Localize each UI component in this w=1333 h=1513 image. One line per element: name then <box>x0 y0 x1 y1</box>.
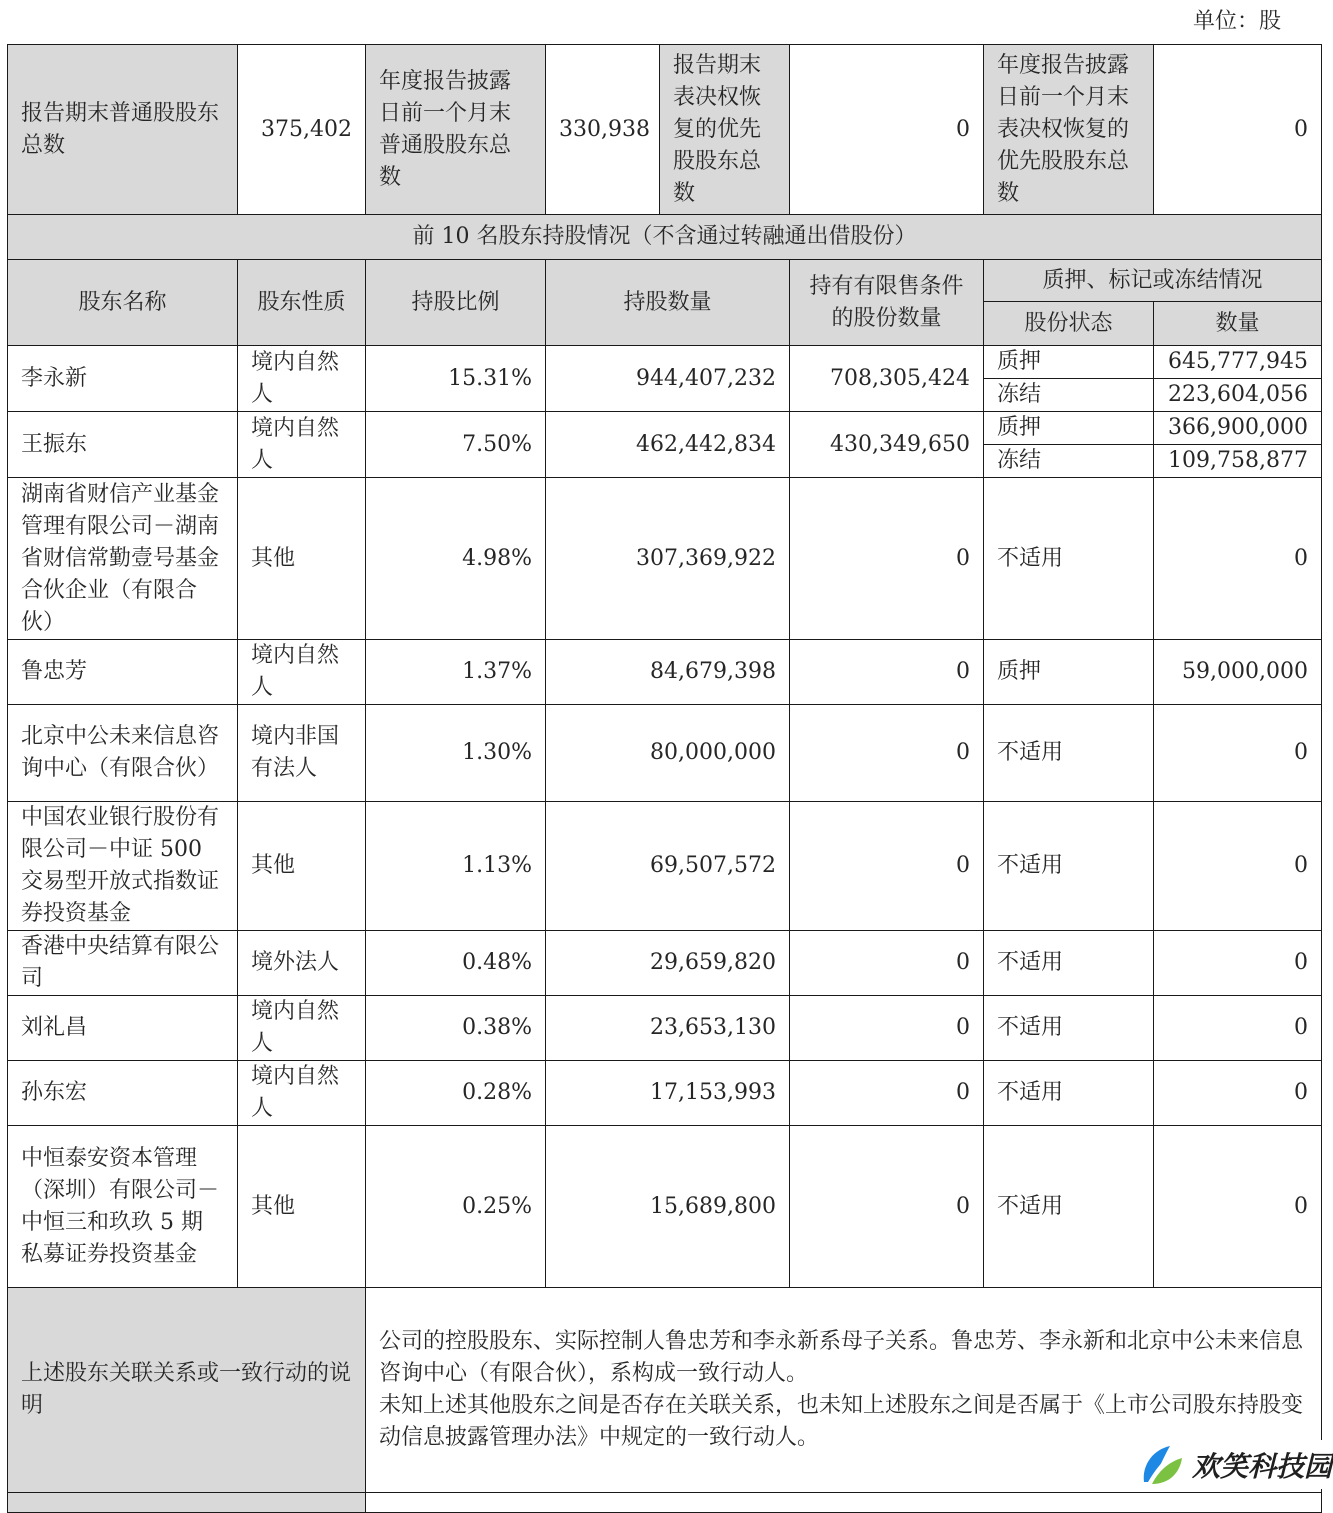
leaf-logo-icon <box>1138 1442 1188 1488</box>
holder-shares: 17,153,993 <box>546 1061 790 1126</box>
holder-nature: 境内自然人 <box>238 1061 366 1126</box>
preferred-restored-value: 0 <box>790 45 984 215</box>
holder-restricted: 0 <box>790 1061 984 1126</box>
holder-shares: 69,507,572 <box>546 802 790 931</box>
pledge-status: 不适用 <box>984 802 1154 931</box>
holder-ratio: 1.13% <box>366 802 546 931</box>
holder-restricted: 0 <box>790 640 984 705</box>
holder-ratio: 15.31% <box>366 346 546 412</box>
prior-month-preferred-value: 0 <box>1154 45 1322 215</box>
table-row <box>8 1061 1322 1126</box>
pledge-amount: 59,000,000 <box>1154 640 1322 705</box>
pledge-amount: 366,900,000 <box>1154 412 1322 445</box>
holder-name: 孙东宏 <box>8 1061 238 1126</box>
common-holders-label: 报告期末普通股股东总数 <box>8 45 238 215</box>
holder-name: 李永新 <box>8 346 238 412</box>
holder-shares: 23,653,130 <box>546 996 790 1061</box>
holder-shares: 84,679,398 <box>546 640 790 705</box>
header-pledge-group: 质押、标记或冻结情况 <box>984 260 1322 302</box>
table-row <box>8 802 1322 931</box>
holder-shares: 944,407,232 <box>546 346 790 412</box>
holder-nature: 其他 <box>238 478 366 640</box>
holder-ratio: 0.38% <box>366 996 546 1061</box>
holder-name: 鲁忠芳 <box>8 640 238 705</box>
table-row <box>8 478 1322 640</box>
section-title: 前 10 名股东持股情况（不含通过转融通出借股份） <box>8 215 1322 260</box>
pledge-status: 不适用 <box>984 478 1154 640</box>
relation-label: 上述股东关联关系或一致行动的说明 <box>8 1288 366 1493</box>
holder-nature: 境外法人 <box>238 931 366 996</box>
pledge-amount: 0 <box>1154 996 1322 1061</box>
holder-restricted: 0 <box>790 1126 984 1288</box>
watermark-text: 欢笑科技园 <box>1192 1449 1333 1483</box>
header-row <box>8 260 1322 302</box>
next-row-label <box>8 1493 366 1513</box>
pledge-status: 冻结 <box>984 445 1154 478</box>
holder-restricted: 430,349,650 <box>790 412 984 478</box>
pledge-amount: 223,604,056 <box>1154 379 1322 412</box>
holder-nature: 其他 <box>238 802 366 931</box>
table-row <box>8 1126 1322 1288</box>
header-pledge-status: 股份状态 <box>984 302 1154 346</box>
next-row-partial <box>8 1493 1322 1513</box>
prior-month-common-label: 年度报告披露日前一个月末普通股股东总数 <box>366 45 546 215</box>
holder-nature: 其他 <box>238 1126 366 1288</box>
pledge-status: 质押 <box>984 412 1154 445</box>
pledge-status: 不适用 <box>984 1061 1154 1126</box>
pledge-amount: 0 <box>1154 802 1322 931</box>
holder-ratio: 0.48% <box>366 931 546 996</box>
prior-month-common-value: 330,938 <box>546 45 660 215</box>
holder-restricted: 0 <box>790 996 984 1061</box>
header-shares: 持股数量 <box>546 260 790 346</box>
next-row-content <box>366 1493 1322 1513</box>
holder-name: 刘礼昌 <box>8 996 238 1061</box>
prior-month-preferred-label: 年度报告披露日前一个月末表决权恢复的优先股股东总数 <box>984 45 1154 215</box>
holder-nature: 境内非国有法人 <box>238 705 366 802</box>
holder-shares: 29,659,820 <box>546 931 790 996</box>
pledge-status: 不适用 <box>984 931 1154 996</box>
holder-nature: 境内自然人 <box>238 412 366 478</box>
table-row <box>8 705 1322 802</box>
holder-ratio: 4.98% <box>366 478 546 640</box>
holder-restricted: 0 <box>790 802 984 931</box>
holder-nature: 境内自然人 <box>238 640 366 705</box>
header-restricted: 持有有限售条件的股份数量 <box>790 260 984 346</box>
pledge-status: 质押 <box>984 346 1154 379</box>
header-name: 股东名称 <box>8 260 238 346</box>
holder-ratio: 1.37% <box>366 640 546 705</box>
holder-shares: 462,442,834 <box>546 412 790 478</box>
holder-restricted: 0 <box>790 705 984 802</box>
holder-name: 香港中央结算有限公司 <box>8 931 238 996</box>
summary-row <box>8 45 1322 215</box>
relation-paragraph-2: 未知上述其他股东之间是否存在关联关系，也未知上述股东之间是否属于《上市公司股东持股变动信息披露管理办法》中规定的一致行动人。 <box>379 1393 1304 1450</box>
table-row <box>8 996 1322 1061</box>
table-row <box>8 346 1322 379</box>
common-holders-value: 375,402 <box>238 45 366 215</box>
holder-name: 中恒泰安资本管理（深圳）有限公司－中恒三和玖玖 5 期私募证券投资基金 <box>8 1126 238 1288</box>
unit-label: 单位：股 <box>1192 9 1281 34</box>
relation-paragraph-1: 公司的控股股东、实际控制人鲁忠芳和李永新系母子关系。鲁忠芳、李永新和北京中公未来信息咨询中心（有限合伙），系构成一致行动人。 <box>379 1329 1304 1386</box>
pledge-amount: 0 <box>1154 1061 1322 1126</box>
pledge-amount: 0 <box>1154 478 1322 640</box>
holder-ratio: 7.50% <box>366 412 546 478</box>
table-row <box>8 640 1322 705</box>
holder-restricted: 0 <box>790 478 984 640</box>
holder-name: 北京中公未来信息咨询中心（有限合伙） <box>8 705 238 802</box>
holder-shares: 307,369,922 <box>546 478 790 640</box>
holder-name: 王振东 <box>8 412 238 478</box>
header-nature: 股东性质 <box>238 260 366 346</box>
holder-nature: 境内自然人 <box>238 346 366 412</box>
holder-shares: 15,689,800 <box>546 1126 790 1288</box>
pledge-amount: 645,777,945 <box>1154 346 1322 379</box>
preferred-restored-label: 报告期末表决权恢复的优先股股东总数 <box>660 45 790 215</box>
pledge-amount: 0 <box>1154 931 1322 996</box>
relation-row <box>8 1288 1322 1493</box>
holder-restricted: 708,305,424 <box>790 346 984 412</box>
pledge-amount: 0 <box>1154 705 1322 802</box>
holder-ratio: 1.30% <box>366 705 546 802</box>
section-title-row <box>8 215 1322 260</box>
holder-shares: 80,000,000 <box>546 705 790 802</box>
holder-restricted: 0 <box>790 931 984 996</box>
watermark-logo <box>1138 1440 1333 1489</box>
header-ratio: 持股比例 <box>366 260 546 346</box>
pledge-status: 不适用 <box>984 996 1154 1061</box>
holder-ratio: 0.28% <box>366 1061 546 1126</box>
table-row <box>8 412 1322 445</box>
table-row <box>8 931 1322 996</box>
pledge-amount: 109,758,877 <box>1154 445 1322 478</box>
pledge-status: 冻结 <box>984 379 1154 412</box>
pledge-amount: 0 <box>1154 1126 1322 1288</box>
pledge-status: 质押 <box>984 640 1154 705</box>
pledge-status: 不适用 <box>984 1126 1154 1288</box>
holder-name: 湖南省财信产业基金管理有限公司－湖南省财信常勤壹号基金合伙企业（有限合伙） <box>8 478 238 640</box>
holder-name: 中国农业银行股份有限公司－中证 500 交易型开放式指数证券投资基金 <box>8 802 238 931</box>
holder-ratio: 0.25% <box>366 1126 546 1288</box>
holder-nature: 境内自然人 <box>238 996 366 1061</box>
pledge-status: 不适用 <box>984 705 1154 802</box>
header-pledge-amount: 数量 <box>1154 302 1322 346</box>
shareholder-table <box>7 44 1322 1513</box>
